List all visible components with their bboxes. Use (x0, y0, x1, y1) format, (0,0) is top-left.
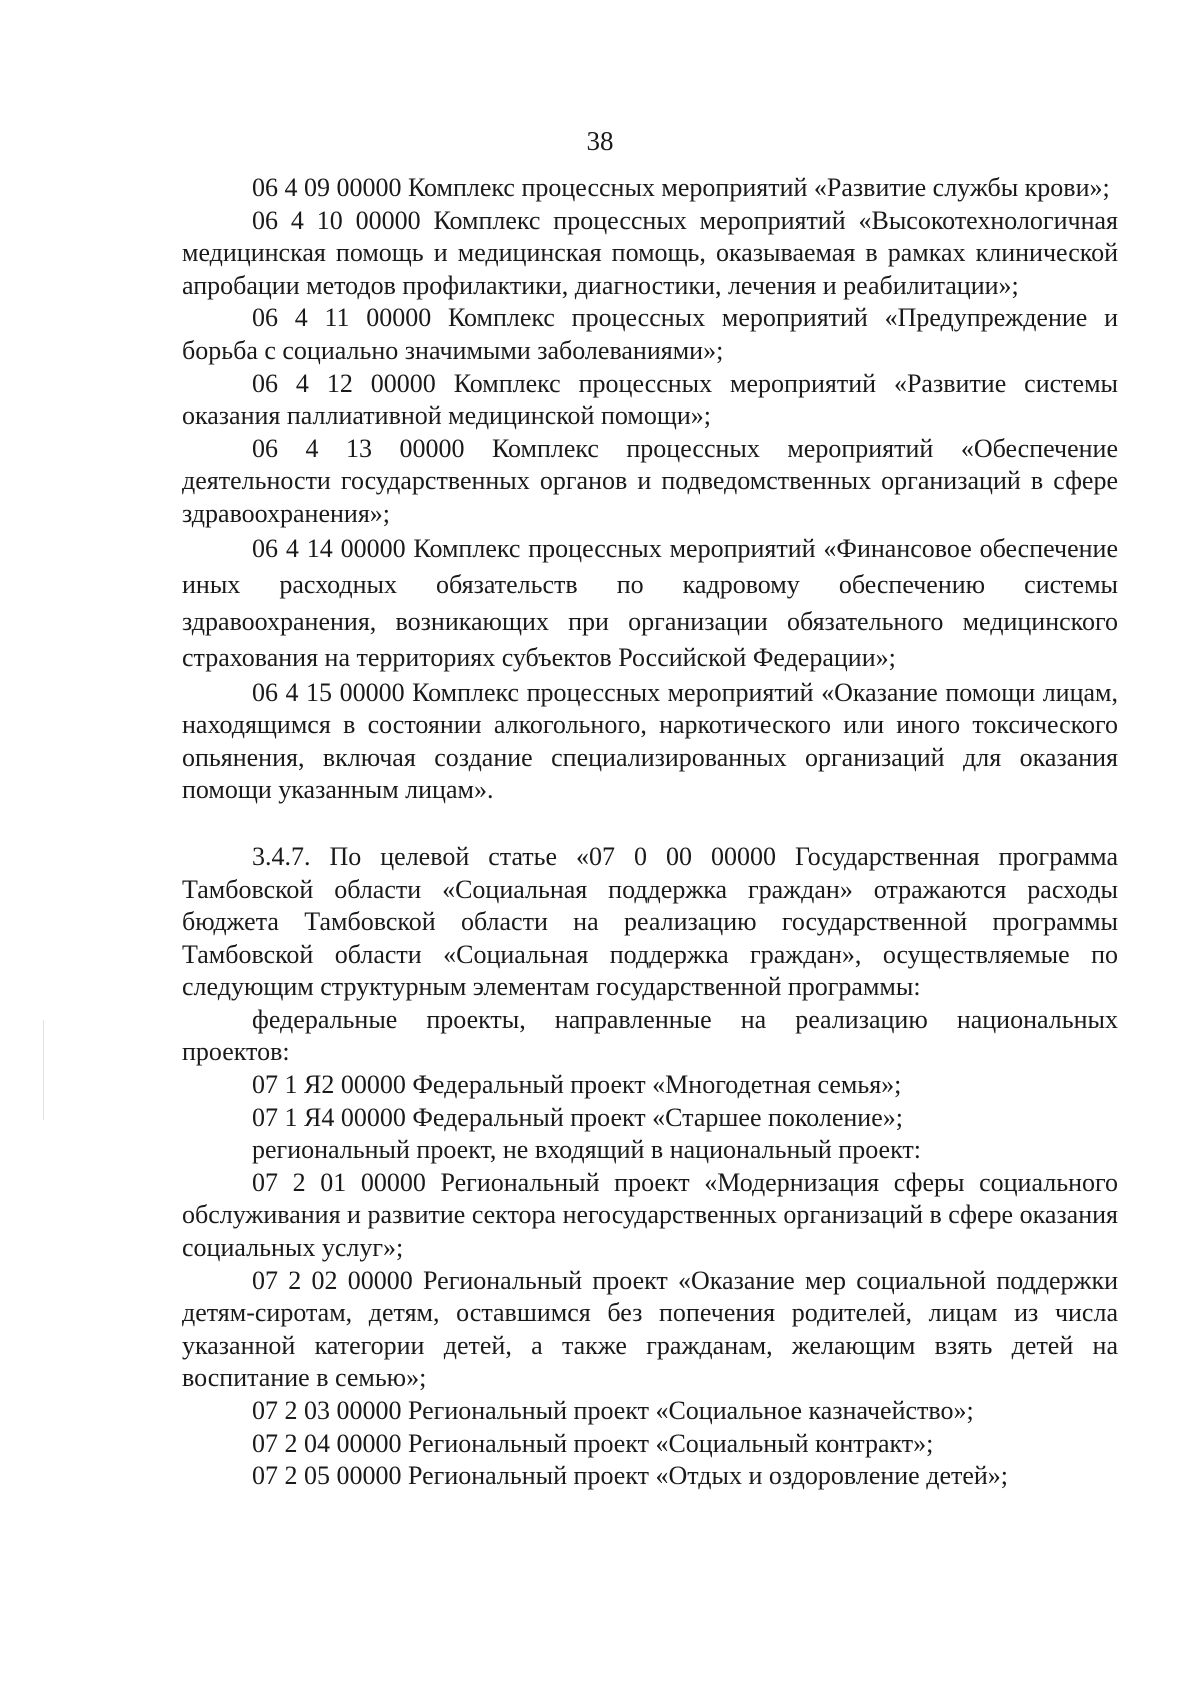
paragraph-07-2-01: 07 2 01 00000 Региональный проект «Модернизация сферы социального обслуживания и развитие сектора негосударственных организаций в сфере оказания социальных услуг»; (182, 1167, 1118, 1263)
paragraph-06-4-13: 06 4 13 00000 Комплекс процессных мероприятий «Обеспечение деятельности государственных органов и подведомственных организаций в сфере здравоохранения»; (182, 433, 1118, 528)
paragraph-06-4-09: 06 4 09 00000 Комплекс процессных мероприятий «Развитие службы крови»; (252, 173, 1110, 202)
page-number: 38 (586, 126, 614, 156)
paragraph-06-4-12: 06 4 12 00000 Комплекс процессных мероприятий «Развитие системы оказания паллиативной медицинской помощи»; (182, 368, 1118, 431)
paragraph-06-4-14: 06 4 14 00000 Комплекс процессных мероприятий «Финансовое обеспечение иных расходных обязательств по кадровому обеспечению системы здравоохранения, возникающих при организации обязательного медицинского страхования на территориях субъектов Российской Федерации»; (182, 533, 1118, 673)
paragraph-regional-project: региональный проект, не входящий в национальный проект: (252, 1135, 921, 1165)
paragraph-07-2-05: 07 2 05 00000 Региональный проект «Отдых и оздоровление детей»; (252, 1461, 1009, 1491)
paragraph-07-2-04: 07 2 04 00000 Региональный проект «Социальный контракт»; (252, 1428, 934, 1458)
paragraph-07-2-03: 07 2 03 00000 Региональный проект «Социальное казначейство»; (252, 1396, 974, 1425)
paragraph-07-1-ya2: 07 1 Я2 00000 Федеральный проект «Многодетная семья»; (252, 1070, 902, 1100)
paragraph-federal-projects: федеральные проекты, направленные на реализацию национальных проектов: (182, 1004, 1118, 1067)
paragraph-3-4-7: 3.4.7. По целевой статье «07 0 00 00000 Государственная программа Тамбовской области «Социальная поддержка граждан» отражаются расходы бюджета Тамбовской области на реализацию государственной программы Тамбовской области «Социальная поддержка граждан», осуществляемые по следующим структурным элементам государственной программы: (182, 841, 1118, 1002)
section-gap (182, 807, 1118, 841)
paragraph-07-1-ya4: 07 1 Я4 00000 Федеральный проект «Старшее поколение»; (252, 1102, 903, 1132)
paragraph-06-4-11: 06 4 11 00000 Комплекс процессных мероприятий «Предупреждение и борьба с социально значимыми заболеваниями»; (182, 303, 1118, 365)
paragraph-06-4-10: 06 4 10 00000 Комплекс процессных мероприятий «Высокотехнологичная медицинская помощь и медицинская помощь, оказываемая в рамках клинической апробации методов профилактики, диагностики, лечения и реабилитации»; (182, 205, 1118, 300)
document-body (182, 172, 1118, 1493)
paragraph-07-2-02: 07 2 02 00000 Региональный проект «Оказание мер социальной поддержки детям-сиротам, детям, оставшимся без попечения родителей, лицам из числа указанной категории детей, а также гражданам, желающим взять детей на воспитание в семью»; (182, 1265, 1118, 1393)
scan-margin-mark (43, 1020, 44, 1120)
paragraph-06-4-15: 06 4 15 00000 Комплекс процессных мероприятий «Оказание помощи лицам, находящимся в состоянии алкогольного, наркотического или иного токсического опьянения, включая создание специализированных организаций для оказания помощи указанным лицам». (182, 677, 1118, 805)
